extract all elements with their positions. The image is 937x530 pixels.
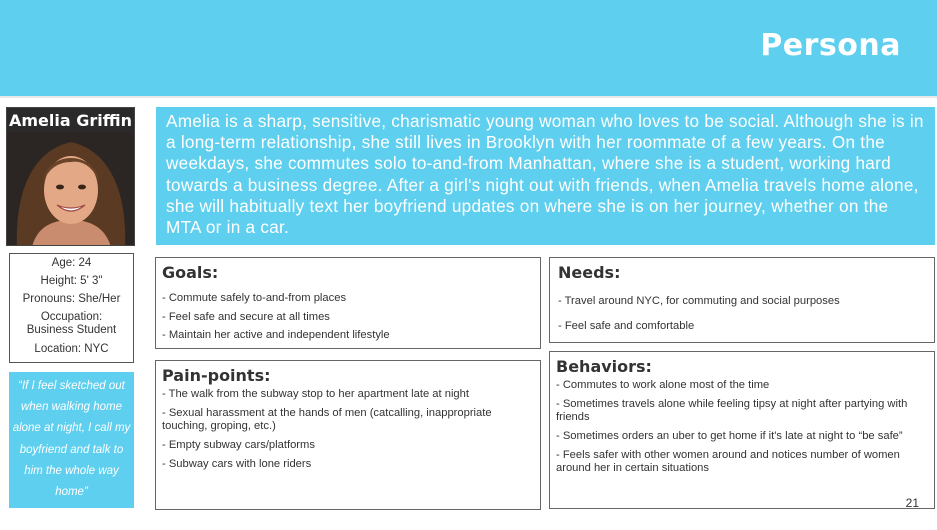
behaviors-title: Behaviors: (556, 357, 652, 376)
list-item: - The walk from the subway stop to her apartment late at night (162, 388, 469, 400)
header-divider (0, 96, 937, 98)
stat-age: Age: 24 (51, 257, 92, 269)
stat-height: Height: 5' 3" (40, 275, 103, 287)
needs-card (549, 257, 935, 343)
page-number: 21 (905, 496, 919, 510)
list-item: - Sometimes orders an uber to get home if it's late at night to “be safe” (556, 430, 903, 442)
persona-quote: “If I feel sketched out when walking home alone at night, I call my boyfriend and talk to him the whole way home” (9, 372, 134, 508)
persona-photo-card (6, 107, 135, 246)
list-item: - Sometimes travels alone while feeling tipsy at night after partying with friends (556, 398, 908, 423)
goals-title: Goals: (162, 263, 219, 282)
list-item: - Commutes to work alone most of the time (556, 379, 770, 391)
needs-title: Needs: (558, 263, 621, 282)
list-item: - Subway cars with lone riders (162, 458, 312, 470)
persona-photo (7, 132, 135, 246)
list-item: - Maintain her active and independent lifestyle (162, 329, 390, 341)
list-item: - Sexual harassment at the hands of men (catcalling, inappropriate touching, groping, etc.) (162, 407, 492, 432)
goals-card (155, 257, 541, 349)
stat-occupation-label: Occupation: (40, 311, 103, 323)
list-item: - Feels safer with other women around and notices number of women around her in certain situations (556, 449, 900, 474)
list-item: - Travel around NYC, for commuting and social purposes (558, 295, 840, 307)
persona-bio: Amelia is a sharp, sensitive, charismatic young woman who loves to be social. Although she is in a long-term relationship, she still lives in Brooklyn with her roommate of a few years. On the weekdays, she commutes solo to-and-from Manhattan, where she is a student, working hard towards a business degree. After a girl's night out with friends, when Amelia travels home alone, she will habitually text her boyfriend updates on where she is on her journey, whether on the MTA or in a car. (166, 111, 924, 238)
list-item: - Feel safe and secure at all times (162, 310, 330, 323)
stat-location: Location: NYC (34, 343, 109, 355)
persona-stats (9, 253, 134, 363)
stat-occupation-value: Business Student (26, 324, 117, 336)
list-item: - Feel safe and comfortable (558, 320, 695, 332)
stat-pronouns: Pronouns: She/Her (22, 293, 121, 305)
behaviors-card (549, 351, 935, 509)
slide-title: Persona (760, 28, 901, 63)
list-item: - Empty subway cars/platforms (162, 439, 315, 451)
list-item: - Commute safely to-and-from places (162, 292, 347, 304)
pain-points-title: Pain-points: (162, 366, 271, 385)
persona-name: Amelia Griffin (9, 111, 132, 130)
persona-bio-box (156, 107, 935, 245)
pain-points-card (155, 360, 541, 510)
